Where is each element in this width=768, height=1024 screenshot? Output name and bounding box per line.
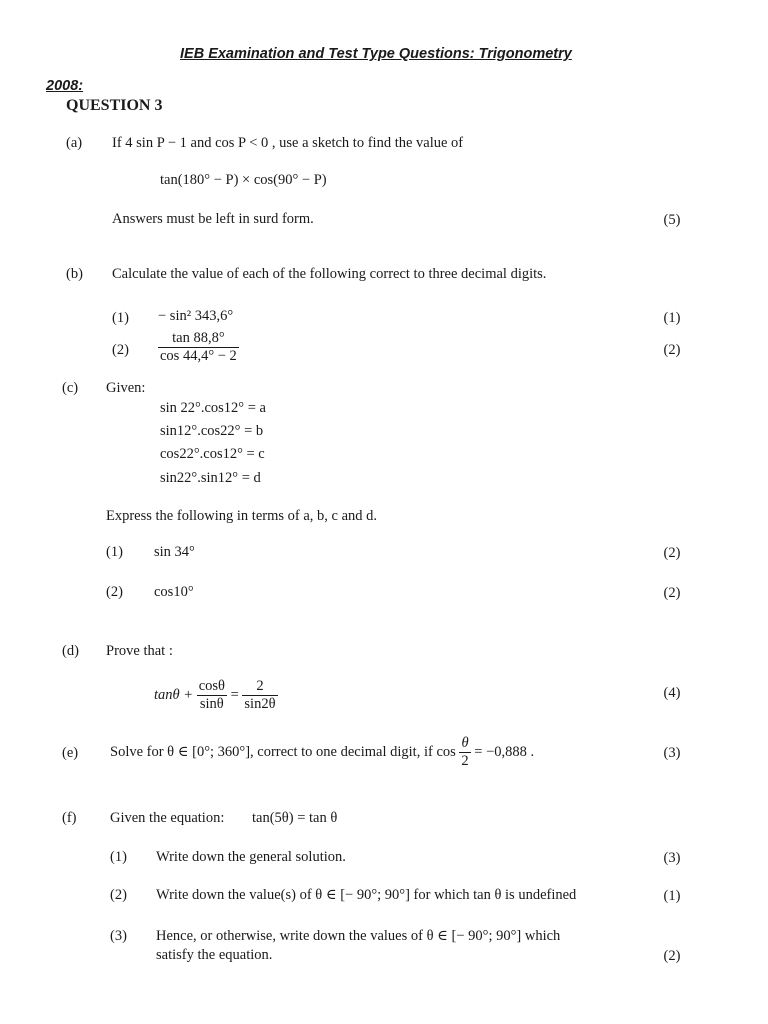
part-b2-marks: (2)	[663, 342, 681, 358]
part-c-equation-b: sin12°.cos22° = b	[160, 423, 264, 439]
part-e-text	[110, 735, 534, 770]
part-c2-label: (2)	[106, 584, 123, 600]
part-f3-text-line2: satisfy the equation.	[156, 947, 273, 963]
part-f1-text: Write down the general solution.	[156, 849, 346, 865]
part-f-label: (f)	[62, 810, 77, 826]
part-f-equation: tan(5θ) = tan θ	[252, 810, 338, 826]
part-e-fraction-numerator: θ	[459, 735, 470, 753]
part-c-instruction: Express the following in terms of a, b, c and d.	[106, 508, 378, 524]
part-a-marks: (5)	[663, 212, 681, 228]
part-c1-marks: (2)	[663, 545, 681, 561]
part-c-equation-c: cos22°.cos12° = c	[160, 446, 265, 462]
part-c1-expression: sin 34°	[154, 544, 195, 560]
part-c2-expression: cos10°	[154, 584, 194, 600]
part-e-marks: (3)	[663, 745, 681, 761]
part-b2-numerator: tan 88,8°	[158, 330, 239, 348]
part-a-label: (a)	[66, 135, 83, 151]
part-f1-marks: (3)	[663, 850, 681, 866]
part-f2-marks: (1)	[663, 888, 681, 904]
part-f3-label: (3)	[110, 928, 127, 944]
part-d-fraction2-numerator: 2	[242, 678, 277, 696]
part-c-equation-a: sin 22°.cos12° = a	[160, 400, 266, 416]
part-d-marks: (4)	[663, 685, 681, 701]
part-c1-label: (1)	[106, 544, 123, 560]
part-b1-marks: (1)	[663, 310, 681, 326]
part-d-text: Prove that :	[106, 643, 173, 659]
part-e-fraction-denominator: 2	[461, 753, 469, 769]
part-d-fraction2-denominator: sin2θ	[244, 696, 276, 712]
part-f2-label: (2)	[110, 887, 127, 903]
part-c-label: (c)	[62, 380, 79, 396]
part-d-label: (d)	[62, 643, 79, 659]
part-d-equals: =	[230, 686, 239, 703]
part-b-label: (b)	[66, 266, 83, 282]
part-b2-label: (2)	[112, 342, 129, 358]
part-b2-fraction	[158, 330, 239, 365]
part-e-text-start: Solve for θ ∈ [0°; 360°], correct to one decimal digit, if cos	[110, 743, 456, 760]
part-f2-text: Write down the value(s) of θ ∈ [− 90°; 90°] for which tan θ is undefined	[156, 887, 577, 903]
part-c-given: Given:	[106, 380, 146, 396]
part-e-text-end: = −0,888 .	[474, 743, 535, 760]
part-a-note: Answers must be left in surd form.	[112, 211, 314, 227]
question-heading: QUESTION 3	[66, 97, 163, 114]
part-b1-label: (1)	[112, 310, 129, 326]
part-d-lhs: tanθ +	[154, 686, 194, 703]
document-title: IEB Examination and Test Type Questions: Trigonometry	[180, 46, 572, 62]
part-f3-text-line1: Hence, or otherwise, write down the values of θ ∈ [− 90°; 90°] which	[156, 928, 561, 944]
part-b2-denominator: cos 44,4° − 2	[160, 348, 237, 364]
part-c2-marks: (2)	[663, 585, 681, 601]
part-d-identity	[154, 678, 278, 713]
part-c-equation-d: sin22°.sin12° = d	[160, 470, 261, 486]
part-d-fraction1-denominator: sinθ	[199, 696, 224, 712]
year-heading: 2008:	[46, 78, 84, 94]
part-a-text: If 4 sin P − 1 and cos P < 0 , use a sketch to find the value of	[112, 135, 464, 151]
part-e-label: (e)	[62, 745, 79, 761]
part-b-intro: Calculate the value of each of the following correct to three decimal digits.	[112, 266, 547, 282]
part-b1-expression: − sin² 343,6°	[158, 308, 234, 324]
part-f3-marks: (2)	[663, 948, 681, 964]
part-d-fraction1-numerator: cosθ	[198, 678, 225, 694]
part-f-given: Given the equation:	[110, 810, 225, 826]
part-a-expression: tan(180° − P) × cos(90° − P)	[160, 172, 327, 188]
part-f1-label: (1)	[110, 849, 127, 865]
